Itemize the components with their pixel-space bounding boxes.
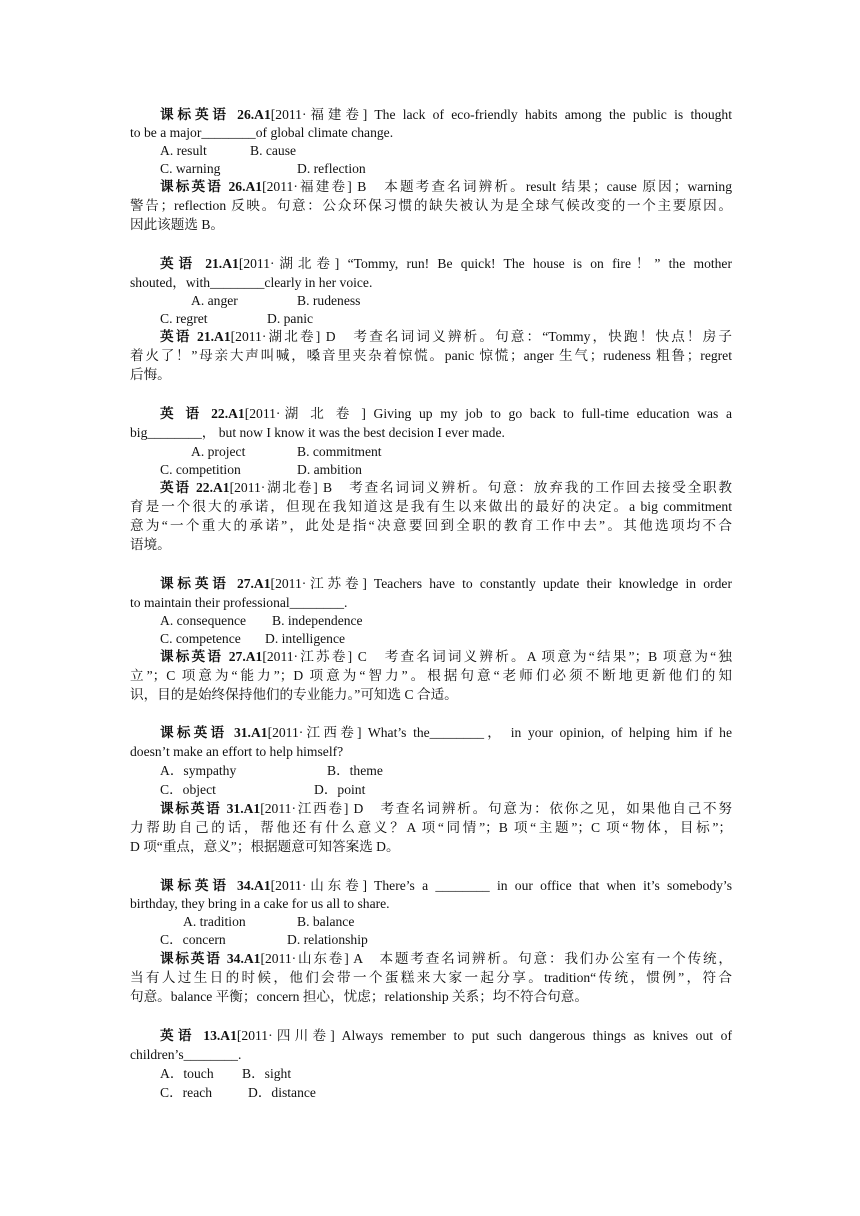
option-c: C．object <box>160 782 216 797</box>
answer-line: 因此该题选 B。 <box>130 217 225 232</box>
option-a: A. result <box>160 143 207 158</box>
answer-line: 意为“一个重大的承诺”，此处是指“决意要回到全职的教育工作中去”。其他选项均不合 <box>130 518 732 533</box>
option-d: D. relationship <box>287 932 368 947</box>
answer-line: 识，目的是始终保持他们的专业能力。”可知选 C 合适。 <box>130 687 458 702</box>
question-first-line: 英 语 22.A1[2011·湖 北 卷 ] Giving up my job to go back to full-time education was a <box>160 406 733 421</box>
question-first-line: 英语 21.A1[2011·湖北卷] “Tommy, run! Be quick! The house is on fire！” the mother <box>160 256 732 271</box>
answer-line: 着火了！”母亲大声叫喊，嗓音里夹杂着惊慌。panic 惊慌；anger 生气；rudeness 粗鲁；regret <box>130 348 732 363</box>
answer-line: 当有人过生日的时候，他们会带一个蛋糕来大家一起分享。tradition“传统，惯例”，符合 <box>130 970 732 985</box>
answer-first-line: 课标英语 26.A1[2011·福建卷] B 本题考查名词辨析。result 结果；cause 原因；warning <box>160 179 732 194</box>
answer-line: D 项“重点，意义”；根据题意可知答案选 D。 <box>130 839 400 854</box>
question-first-line: 课标英语 26.A1[2011·福建卷] The lack of eco-friendly habits among the public is thought <box>160 107 732 122</box>
option-b: B. commitment <box>297 444 382 459</box>
option-c: C．reach <box>160 1085 213 1100</box>
question-first-line: 课标英语 27.A1[2011·江苏卷] Teachers have to constantly update their knowledge in order <box>160 576 732 591</box>
option-d: D. reflection <box>297 161 366 176</box>
question-first-line: 课标英语 31.A1[2011·江西卷] What’s the________， in your opinion, of helping him if he <box>160 725 732 740</box>
option-b: B. cause <box>250 143 297 158</box>
answer-line: 语境。 <box>130 537 171 552</box>
option-d: D．distance <box>248 1085 316 1100</box>
option-c: C. competence <box>160 631 241 646</box>
option-a: A．touch <box>160 1066 214 1081</box>
option-a: A. tradition <box>183 914 246 929</box>
option-a: A. project <box>191 444 246 459</box>
option-a: A. consequence <box>160 613 247 628</box>
option-a: A. anger <box>191 293 238 308</box>
answer-first-line: 课标英语 31.A1[2011·江西卷] D 考查名词辨析。句意为：依你之见，如果他自己不努 <box>160 801 732 816</box>
answer-line: 后悔。 <box>130 367 171 382</box>
option-a: A．sympathy <box>160 763 237 778</box>
option-c: C. warning <box>160 161 221 176</box>
question-line: children’s________. <box>130 1047 242 1062</box>
answer-line: 立”；C 项意为“能力”；D 项意为“智力”。根据句意“老师们必须不断地更新他们的知 <box>130 668 732 683</box>
question-line: doesn’t make an effort to help himself? <box>130 744 344 759</box>
answer-first-line: 课标英语 27.A1[2011·江苏卷] C 考查名词词义辨析。A 项意为“结果”；B 项意为“独 <box>160 649 732 664</box>
answer-first-line: 课标英语 34.A1[2011·山东卷] A 本题考查名词辨析。句意：我们办公室有一个传统， <box>160 951 732 966</box>
question-first-line: 英语 13.A1[2011·四川卷] Always remember to put such dangerous things as knives out of <box>160 1028 733 1043</box>
question-first-line: 课标英语 34.A1[2011·山东卷] There’s a ________ in our office that when it’s somebody’s <box>160 878 732 893</box>
question-line: birthday, they bring in a cake for us all to share. <box>130 896 390 911</box>
option-d: D. panic <box>267 311 314 326</box>
option-d: D. ambition <box>297 462 362 477</box>
option-c: C．concern <box>160 932 226 947</box>
question-line: to be a major________of global climate change. <box>130 125 394 140</box>
answer-line: 警告；reflection 反映。句意：公众环保习惯的缺失被认为是全球气候改变的一个主要原因。 <box>130 198 732 213</box>
answer-line: 力帮助自己的话，帮他还有什么意义？A 项“同情”；B 项“主题”；C 项“物体，目标”； <box>130 820 732 835</box>
option-b: B. rudeness <box>297 293 361 308</box>
option-c: C. competition <box>160 462 241 477</box>
question-line: big________， but now I know it was the best decision I ever made. <box>130 425 505 440</box>
option-d: D. intelligence <box>265 631 346 646</box>
answer-line: 育是一个很大的承诺，但现在我知道这是我有生以来做出的最好的决定。a big commitment <box>130 499 732 514</box>
option-d: D．point <box>314 782 366 797</box>
option-b: B．sight <box>242 1066 292 1081</box>
option-b: B. balance <box>297 914 355 929</box>
option-b: B．theme <box>327 763 383 778</box>
answer-first-line: 英语 21.A1[2011·湖北卷] D 考查名词词义辨析。句意：“Tommy，快跑！快点！房子 <box>160 329 732 344</box>
question-line: shouted，with________clearly in her voice. <box>130 275 373 290</box>
question-line: to maintain their professional________. <box>130 595 348 610</box>
answer-first-line: 英语 22.A1[2011·湖北卷] B 考查名词词义辨析。句意：放弃我的工作回去接受全职教 <box>160 480 732 495</box>
option-b: B. independence <box>272 613 363 628</box>
option-c: C. regret <box>160 311 208 326</box>
answer-line: 句意。balance 平衡；concern 担心，忧虑；relationship 关系；均不符合句意。 <box>130 989 588 1004</box>
